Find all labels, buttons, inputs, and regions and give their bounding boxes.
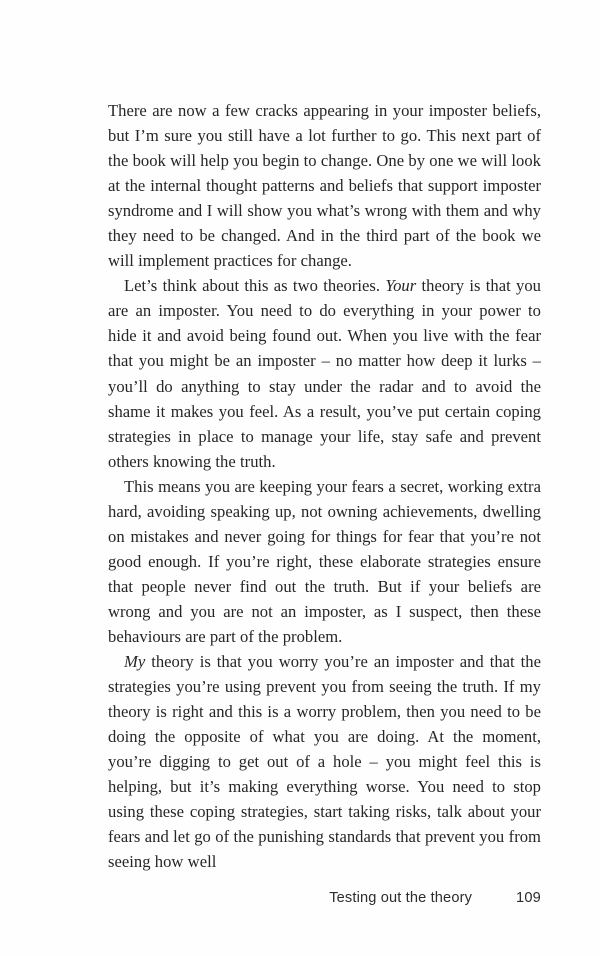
- paragraph: [108, 649, 541, 874]
- paragraph-text: There are now a few cracks appearing in your imposter beliefs, but I’m sure you still have a lot further to go. This next part of the book will help you begin to change. One by one we will look at the internal thought patterns and beliefs that support imposter syndrome and I will show you what’s wrong with them and why they need to be changed. And in the third part of the book we will implement practices for change.: [108, 101, 541, 271]
- paragraph: [108, 273, 541, 473]
- paragraph: [108, 98, 541, 273]
- page-number: 109: [516, 890, 541, 906]
- emphasis-text: My: [124, 652, 146, 672]
- body-text-block: [108, 98, 541, 874]
- paragraph: [108, 474, 541, 649]
- paragraph-text: theory is that you worry you’re an imposter and that the strategies you’re using prevent you from seeing the truth. If my theory is right and this is a worry problem, then you need to be doing the opposite of what you are doing. At the moment, you’re digging to get out of a hole – you might feel this is helping, but it’s making everything worse. You need to stop using these coping strategies, start taking risks, talk about your fears and let go of the punishing standards that prevent you from seeing how well: [108, 652, 541, 872]
- paragraph-text: theory is that you are an imposter. You need to do everything in your power to hide it and avoid being found out. When you live with the fear that you might be an imposter – no matter how deep it lurks – you’ll do anything to stay under the radar and to avoid the shame it makes you feel. As a result, you’ve put certain coping strategies in place to manage your life, stay safe and prevent others knowing the truth.: [108, 276, 542, 471]
- running-head: Testing out the theory: [329, 890, 473, 906]
- paragraph-text: Let’s think about this as two theories.: [124, 276, 386, 296]
- page-footer: [108, 888, 541, 910]
- paragraph-text: This means you are keeping your fears a secret, working extra hard, avoiding speaking up, not owning achievements, dwelling on mistakes and never going for things for fear that you’re not good enough. If you’re right, these elaborate strategies ensure that people never find out the truth. But if your beliefs are wrong and you are not an imposter, as I suspect, then these behaviours are part of the problem.: [108, 476, 541, 646]
- emphasis-text: Your: [385, 276, 417, 296]
